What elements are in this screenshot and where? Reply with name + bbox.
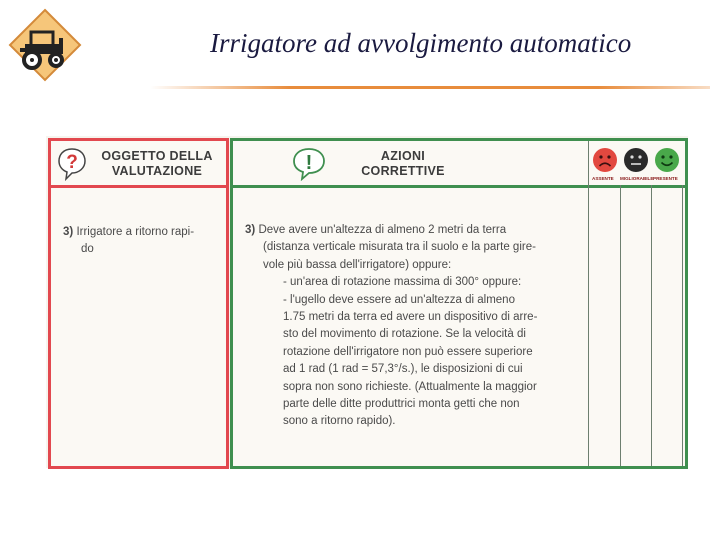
neutral-face-icon bbox=[623, 147, 649, 173]
corrective-heading-line-1: AZIONI bbox=[380, 149, 426, 163]
corrective-action-item bbox=[245, 222, 537, 431]
corrective-line-8: rotazione dell'irrigatore non può essere superiore bbox=[283, 345, 533, 358]
corrective-line-4: - un'area di rotazione massima di 300° oppure: bbox=[283, 276, 522, 289]
corrective-actions-panel bbox=[230, 138, 688, 469]
corrective-line-3: vole più bassa dell'irrigatore) oppure: bbox=[263, 258, 452, 271]
evaluation-item bbox=[63, 224, 194, 259]
tractor-logo bbox=[8, 8, 82, 82]
evaluation-header bbox=[51, 141, 226, 188]
evaluation-item-line-2: do bbox=[81, 243, 94, 256]
column-label-assente: ASSENTE bbox=[592, 176, 614, 181]
column-divider bbox=[682, 185, 683, 466]
evaluation-heading bbox=[93, 149, 221, 179]
column-label-migliorabile: MIGLIORABILE bbox=[620, 176, 654, 181]
column-divider bbox=[651, 185, 652, 466]
corrective-line-10: sopra non sono richieste. (Attualmente la maggior bbox=[283, 380, 537, 393]
happy-face-icon bbox=[654, 147, 680, 173]
column-divider bbox=[588, 185, 589, 466]
corrective-line-9: ad 1 rad (1 rad = 57,3°/s.), le disposizioni di cui bbox=[283, 363, 523, 376]
svg-text:!: ! bbox=[305, 152, 313, 174]
corrective-line-2: (distanza verticale misurata tra il suolo e la parte gire- bbox=[263, 241, 536, 254]
corrective-line-1: Deve avere un'altezza di almeno 2 metri da terra bbox=[258, 224, 507, 236]
tractor-icon bbox=[8, 8, 82, 82]
column-divider bbox=[588, 141, 589, 185]
corrective-line-11: parte delle ditte produttrici monta getti che non bbox=[283, 398, 520, 411]
evaluation-item-number: 3) bbox=[63, 226, 74, 238]
corrective-line-6: 1.75 metri da terra ed avere un dispositivo di arre- bbox=[283, 311, 538, 324]
corrective-line-7: sto del movimento di rotazione. Se la velocità di bbox=[283, 328, 526, 341]
evaluation-heading-line-1: OGGETTO DELLA bbox=[101, 149, 213, 163]
corrective-actions-header bbox=[233, 141, 685, 188]
corrective-actions-heading bbox=[343, 149, 463, 179]
page-title: Irrigatore ad avvolgimento automatico bbox=[210, 28, 632, 58]
column-divider bbox=[620, 185, 621, 466]
corrective-line-12: sono a ritorno rapido). bbox=[283, 415, 396, 428]
evaluation-panel bbox=[48, 138, 229, 469]
question-bubble-icon bbox=[57, 147, 87, 181]
corrective-line-5: - l'ugello deve essere ad un'altezza di almeno bbox=[283, 293, 515, 306]
svg-text:?: ? bbox=[66, 152, 78, 173]
sad-face-icon bbox=[592, 147, 618, 173]
corrective-item-number: 3) bbox=[245, 224, 256, 236]
corrective-heading-line-2: CORRETTIVE bbox=[361, 164, 445, 178]
evaluation-heading-line-2: VALUTAZIONE bbox=[111, 164, 203, 178]
title-divider bbox=[150, 86, 710, 89]
exclamation-bubble-icon bbox=[291, 147, 327, 181]
evaluation-item-line-1: Irrigatore a ritorno rapi- bbox=[76, 226, 195, 238]
column-label-presente: PRESENTE bbox=[653, 176, 678, 181]
